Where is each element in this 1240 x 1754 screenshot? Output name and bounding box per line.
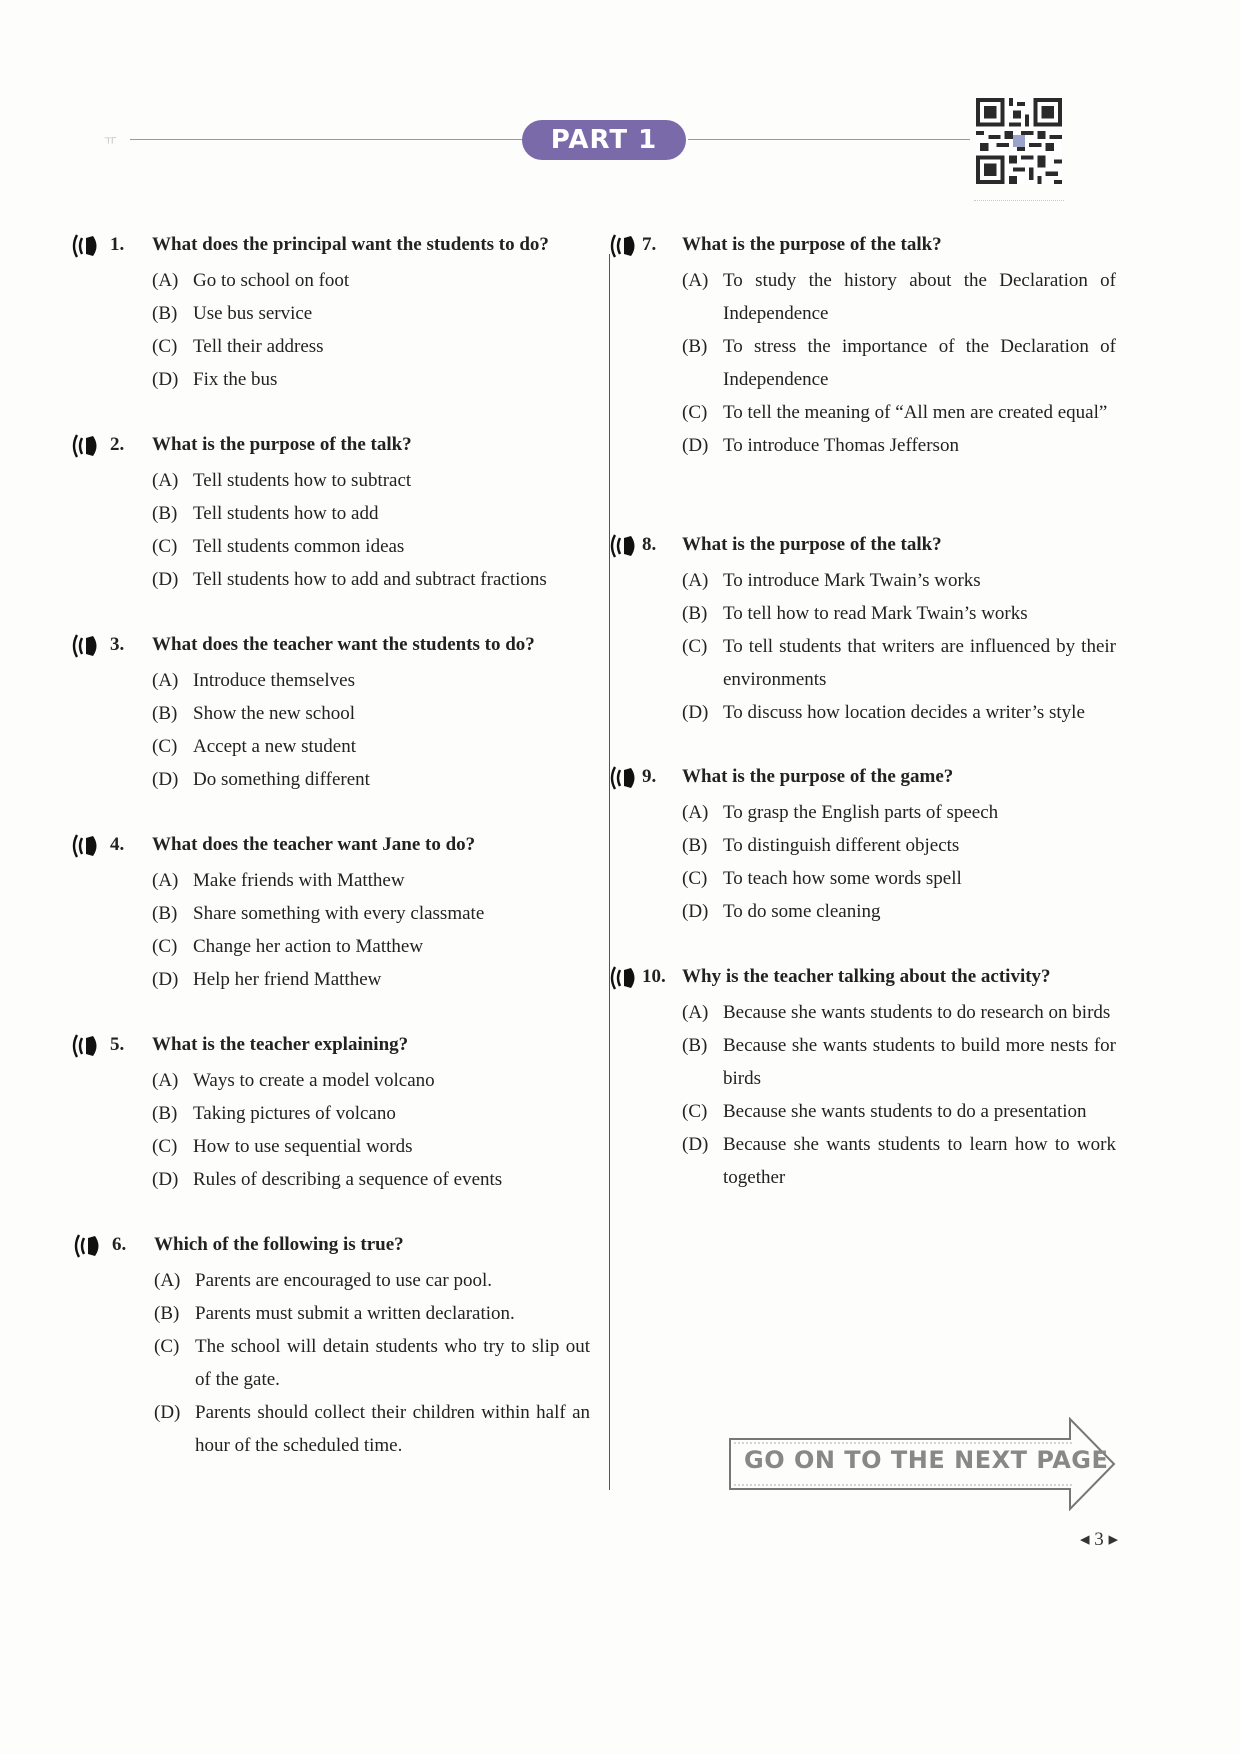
- option-label: (A): [152, 270, 179, 291]
- option-a[interactable]: [152, 264, 588, 297]
- audio-speaker-icon[interactable]: [606, 232, 640, 260]
- question-7: [606, 230, 1116, 462]
- option-text: To teach how some words spell: [723, 868, 962, 889]
- option-b[interactable]: [152, 497, 588, 530]
- option-label: (B): [152, 1103, 178, 1124]
- option-d[interactable]: [152, 1163, 588, 1196]
- question-10: [606, 962, 1116, 1194]
- option-text: Parents should collect their children within half an hour of the scheduled time.: [195, 1402, 590, 1456]
- option-label: (A): [682, 270, 709, 291]
- page-number: ◂ 3 ▸: [1080, 1529, 1119, 1550]
- option-d[interactable]: [152, 763, 588, 796]
- question-6: [70, 1230, 590, 1462]
- qr-code-icon[interactable]: [976, 98, 1062, 184]
- question-text: What is the purpose of the talk?: [682, 234, 942, 255]
- question-header: [606, 230, 1116, 264]
- audio-speaker-icon[interactable]: [68, 832, 102, 860]
- option-d[interactable]: [682, 696, 1116, 729]
- option-d[interactable]: [154, 1396, 590, 1462]
- option-label: (D): [152, 369, 179, 390]
- option-a[interactable]: [152, 664, 588, 697]
- option-text: Taking pictures of volcano: [193, 1103, 396, 1124]
- option-text: Tell students how to add and subtract fractions: [193, 569, 547, 590]
- option-text: Because she wants students to do a presentation: [723, 1101, 1087, 1122]
- question-header: [68, 630, 588, 664]
- question-text: What does the teacher want Jane to do?: [152, 834, 476, 855]
- option-label: (D): [682, 702, 709, 723]
- option-label: (B): [152, 503, 178, 524]
- option-text: To distinguish different objects: [723, 835, 960, 856]
- option-c[interactable]: [152, 530, 588, 563]
- part-title: PART 1: [522, 120, 686, 160]
- question-text: Which of the following is true?: [154, 1234, 404, 1255]
- audio-speaker-icon[interactable]: [68, 432, 102, 460]
- option-label: (B): [682, 1035, 708, 1056]
- question-4: [68, 830, 588, 996]
- audio-speaker-icon[interactable]: [68, 632, 102, 660]
- option-label: (B): [152, 303, 178, 324]
- option-text: Accept a new student: [193, 736, 357, 757]
- option-label: (D): [682, 901, 709, 922]
- option-text: Tell students common ideas: [193, 536, 405, 557]
- option-d[interactable]: [152, 363, 588, 396]
- option-b[interactable]: [152, 897, 588, 930]
- option-list: [682, 796, 1116, 928]
- question-text: Why is the teacher talking about the activity?: [682, 966, 1051, 987]
- option-label: (A): [682, 570, 709, 591]
- option-text: Help her friend Matthew: [193, 969, 382, 990]
- option-list: [682, 264, 1116, 462]
- option-text: Tell their address: [193, 336, 324, 357]
- option-a[interactable]: [682, 264, 1116, 330]
- option-d[interactable]: [152, 963, 588, 996]
- question-number: 4.: [110, 834, 125, 855]
- option-label: (D): [152, 1169, 179, 1190]
- option-b[interactable]: [682, 1029, 1116, 1095]
- option-label: (A): [152, 670, 179, 691]
- option-c[interactable]: [682, 862, 1116, 895]
- option-label: (A): [154, 1270, 181, 1291]
- option-text: To stress the importance of the Declaration of Independence: [723, 336, 1116, 390]
- option-list: [154, 1264, 590, 1462]
- option-label: (D): [682, 1134, 709, 1155]
- option-list: [152, 1064, 588, 1196]
- option-a[interactable]: [152, 464, 588, 497]
- option-text: To tell how to read Mark Twain’s works: [723, 603, 1028, 624]
- option-text: To grasp the English parts of speech: [723, 802, 999, 823]
- option-label: (A): [682, 1002, 709, 1023]
- option-label: (C): [682, 868, 708, 889]
- question-text: What does the teacher want the students to do?: [152, 634, 535, 655]
- option-label: (B): [682, 336, 708, 357]
- question-text: What is the purpose of the talk?: [152, 434, 412, 455]
- option-d[interactable]: [152, 563, 588, 596]
- qr-caption-rule: [974, 200, 1064, 205]
- option-b[interactable]: [682, 829, 1116, 862]
- question-header: [606, 762, 1116, 796]
- question-header: [68, 830, 588, 864]
- header-rule-left: [130, 139, 530, 140]
- option-d[interactable]: [682, 1128, 1116, 1194]
- question-3: [68, 630, 588, 796]
- audio-speaker-icon[interactable]: [68, 232, 102, 260]
- audio-speaker-icon[interactable]: [70, 1232, 104, 1260]
- option-c[interactable]: [152, 330, 588, 363]
- option-label: (C): [152, 1136, 178, 1157]
- option-text: Change her action to Matthew: [193, 936, 424, 957]
- option-label: (A): [152, 870, 179, 891]
- option-c[interactable]: [682, 630, 1116, 696]
- question-text: What does the principal want the students to do?: [152, 234, 549, 255]
- option-text: Introduce themselves: [193, 670, 355, 691]
- option-list: [682, 996, 1116, 1194]
- option-label: (D): [152, 769, 179, 790]
- question-number: 3.: [110, 634, 125, 655]
- question-text: What is the teacher explaining?: [152, 1034, 409, 1055]
- question-number: 9.: [642, 766, 657, 787]
- option-text: Parents must submit a written declaration.: [195, 1303, 515, 1324]
- option-label: (B): [152, 903, 178, 924]
- option-b[interactable]: [154, 1297, 590, 1330]
- option-b[interactable]: [682, 330, 1116, 396]
- question-header: [68, 230, 588, 264]
- question-number: 8.: [642, 534, 657, 555]
- option-list: [152, 264, 588, 396]
- option-label: (D): [154, 1402, 181, 1423]
- question-1: [68, 230, 588, 396]
- option-a[interactable]: [682, 996, 1116, 1029]
- option-list: [152, 664, 588, 796]
- question-header: [68, 430, 588, 464]
- option-label: (D): [682, 435, 709, 456]
- question-number: 5.: [110, 1034, 125, 1055]
- audio-speaker-icon[interactable]: [68, 1032, 102, 1060]
- question-text: What is the purpose of the talk?: [682, 534, 942, 555]
- option-label: (A): [152, 1070, 179, 1091]
- question-header: [70, 1230, 590, 1264]
- question-2: [68, 430, 588, 596]
- option-text: Because she wants students to do research on birds: [723, 1002, 1111, 1023]
- option-a[interactable]: [154, 1264, 590, 1297]
- option-text: Show the new school: [193, 703, 356, 724]
- option-c[interactable]: [152, 730, 588, 763]
- header-rule-right: [688, 139, 970, 140]
- question-8: [606, 530, 1116, 729]
- option-text: The school will detain students who try to slip out of the gate.: [195, 1336, 590, 1390]
- question-header: [606, 962, 1116, 996]
- option-b[interactable]: [152, 297, 588, 330]
- option-text: To introduce Thomas Jefferson: [723, 435, 959, 456]
- option-a[interactable]: [682, 564, 1116, 597]
- option-label: (A): [152, 470, 179, 491]
- option-label: (B): [682, 603, 708, 624]
- option-text: To study the history about the Declaration of Independence: [723, 270, 1116, 324]
- question-header: [606, 530, 1116, 564]
- option-text: How to use sequential words: [193, 1136, 413, 1157]
- question-number: 6.: [112, 1234, 127, 1255]
- option-label: (C): [152, 736, 178, 757]
- question-text: What is the purpose of the game?: [682, 766, 954, 787]
- option-label: (B): [154, 1303, 180, 1324]
- option-label: (C): [152, 936, 178, 957]
- option-text: Ways to create a model volcano: [193, 1070, 435, 1091]
- option-b[interactable]: [682, 597, 1116, 630]
- option-label: (C): [682, 636, 708, 657]
- question-number: 2.: [110, 434, 125, 455]
- audio-speaker-icon[interactable]: [606, 964, 640, 992]
- option-label: (A): [682, 802, 709, 823]
- option-label: (B): [682, 835, 708, 856]
- option-b[interactable]: [152, 697, 588, 730]
- audio-speaker-icon[interactable]: [606, 532, 640, 560]
- question-number: 7.: [642, 234, 657, 255]
- question-9: [606, 762, 1116, 928]
- option-text: Tell students how to add: [193, 503, 379, 524]
- option-label: (B): [152, 703, 178, 724]
- option-text: Use bus service: [193, 303, 313, 324]
- option-text: To discuss how location decides a writer’s style: [723, 702, 1085, 723]
- option-a[interactable]: [152, 864, 588, 897]
- option-c[interactable]: [682, 396, 1116, 429]
- option-text: Because she wants students to build more nests for birds: [723, 1035, 1116, 1089]
- option-label: (D): [152, 569, 179, 590]
- corner-mark: ㅠ: [104, 134, 117, 149]
- option-a[interactable]: [682, 796, 1116, 829]
- audio-speaker-icon[interactable]: [606, 764, 640, 792]
- option-text: Parents are encouraged to use car pool.: [195, 1270, 493, 1291]
- option-text: To do some cleaning: [723, 901, 881, 922]
- option-text: Make friends with Matthew: [193, 870, 405, 891]
- option-a[interactable]: [152, 1064, 588, 1097]
- next-page-label: GO ON TO THE NEXT PAGE: [744, 1446, 1109, 1474]
- option-d[interactable]: [682, 895, 1116, 928]
- question-number: 1.: [110, 234, 125, 255]
- option-label: (C): [682, 1101, 708, 1122]
- option-list: [152, 864, 588, 996]
- question-number: 10.: [642, 966, 666, 987]
- option-text: To tell students that writers are influenced by their environments: [723, 636, 1116, 690]
- option-c[interactable]: [152, 1130, 588, 1163]
- option-c[interactable]: [154, 1330, 590, 1396]
- option-list: [682, 564, 1116, 729]
- option-text: Go to school on foot: [193, 270, 350, 291]
- option-label: (C): [152, 336, 178, 357]
- question-header: [68, 1030, 588, 1064]
- question-5: [68, 1030, 588, 1196]
- option-text: Do something different: [193, 769, 370, 790]
- option-text: To tell the meaning of “All men are created equal”: [723, 402, 1108, 423]
- option-text: To introduce Mark Twain’s works: [723, 570, 981, 591]
- option-label: (C): [154, 1336, 180, 1357]
- option-text: Rules of describing a sequence of events: [193, 1169, 503, 1190]
- option-b[interactable]: [152, 1097, 588, 1130]
- option-label: (C): [682, 402, 708, 423]
- option-d[interactable]: [682, 429, 1116, 462]
- option-c[interactable]: [682, 1095, 1116, 1128]
- option-text: Tell students how to subtract: [193, 470, 412, 491]
- option-text: Fix the bus: [193, 369, 278, 390]
- option-list: [152, 464, 588, 596]
- option-c[interactable]: [152, 930, 588, 963]
- option-label: (C): [152, 536, 178, 557]
- option-text: Because she wants students to learn how to work together: [723, 1134, 1116, 1188]
- option-text: Share something with every classmate: [193, 903, 485, 924]
- option-label: (D): [152, 969, 179, 990]
